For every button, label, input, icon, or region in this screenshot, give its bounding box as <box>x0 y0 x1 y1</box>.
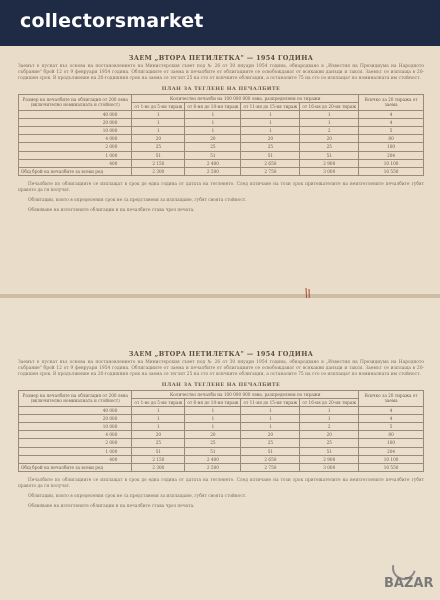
table-row <box>19 118 424 126</box>
table-cell: 1 <box>132 406 185 414</box>
table-cell: 80 <box>359 135 424 143</box>
table-cell: 1 <box>241 127 300 135</box>
table-cell: 20 <box>132 135 185 143</box>
table-subhead: от 16-ия до 20-ия тираж <box>300 398 359 406</box>
table-cell: 204 <box>359 151 424 159</box>
table-cell: 4 <box>359 406 424 414</box>
table-cell: 2 000 <box>19 439 132 447</box>
table-head-group: Количество печалби на 100 000 000 лева, разпределени по тиражи <box>132 94 359 102</box>
table-cell: 1 000 <box>19 447 132 455</box>
table-cell: 20 000 <box>19 118 132 126</box>
table-head-size: Размер на печалбите на облигация от 200 лева (включително номиналната и стойност) <box>19 94 132 110</box>
table-total-cell: 2 300 <box>132 464 185 472</box>
table-cell: 1 <box>241 110 300 118</box>
table-cell: 25 <box>132 143 185 151</box>
table-cell: 2 <box>300 127 359 135</box>
table-cell: 40 000 <box>19 406 132 414</box>
table-row <box>19 447 424 455</box>
table-cell: 20 <box>185 431 241 439</box>
table-cell: 1 <box>132 414 185 422</box>
document-title: ЗАЕМ „ВТОРА ПЕТИЛЕТКА" — 1954 ГОДИНА <box>128 54 314 62</box>
table-total-label: Общ брой на печалбите за всеки ред <box>19 464 132 472</box>
table-total-cell: 2 500 <box>185 464 241 472</box>
table-cell: 25 <box>132 439 185 447</box>
table-row <box>19 406 424 414</box>
table-cell: 1 <box>241 118 300 126</box>
table-cell: 2 900 <box>300 455 359 463</box>
table-subhead: от 6-ия до 10-ия тираж <box>185 398 241 406</box>
table-row <box>19 455 424 463</box>
table-cell: 1 <box>132 110 185 118</box>
table-cell: 10 000 <box>19 127 132 135</box>
plan-title: ПЛАН ЗА ТЕГЛЕНЕ НА ПЕЧАЛБИТЕ <box>161 381 281 388</box>
document-intro: Заемът е пуснат въз основа на постановлението на Министерския съвет под № 26 от 30 януари 1954 година, обнародвано в „Известия на Президиума на Народното събрание" брой 12 от 9 февруари 1954 година. Облигациите от заема и печалбите от облигациите се освобождават от всякакви данъци и такси. Заемът се изплаща в 20-годишен срок. В продължение на 20-годишния срок на заема се теглят 25 на сто от всичките облигации, а останалите 75 на сто се изплащат по номиналната им стойност. <box>18 64 424 82</box>
table-total-cell: 2 500 <box>185 168 241 176</box>
watermark-text: BAZAR <box>384 576 434 591</box>
table-cell: 51 <box>185 447 241 455</box>
document-bottom <box>0 298 440 600</box>
table-cell: 1 <box>185 110 241 118</box>
table-row <box>19 151 424 159</box>
table-cell: 4 000 <box>19 431 132 439</box>
note-paragraph: Обявяване на изтеглените облигации и на печалбите става чрез печата. <box>28 208 195 214</box>
prize-table <box>18 94 424 177</box>
table-row <box>19 110 424 118</box>
table-row <box>19 143 424 151</box>
table-row <box>19 439 424 447</box>
table-cell: 25 <box>300 143 359 151</box>
table-cell: 2 150 <box>132 159 185 167</box>
table-subhead: от 1-во до 5-ия тираж <box>132 398 185 406</box>
plan-title: ПЛАН ЗА ТЕГЛЕНЕ НА ПЕЧАЛБИТЕ <box>161 85 281 92</box>
table-cell: 4 <box>359 118 424 126</box>
table-cell: 10 000 <box>19 423 132 431</box>
document-title: ЗАЕМ „ВТОРА ПЕТИЛЕТКА" — 1954 ГОДИНА <box>128 350 314 358</box>
table-cell: 2 900 <box>300 159 359 167</box>
table-total-cell: 10 550 <box>359 464 424 472</box>
table-cell: 1 <box>185 414 241 422</box>
table-row <box>19 414 424 422</box>
table-cell: 25 <box>300 439 359 447</box>
table-total-cell: 3 000 <box>300 168 359 176</box>
table-cell: 1 <box>241 423 300 431</box>
table-cell: 20 <box>241 135 300 143</box>
table-subhead: от 16-ия до 20-ия тираж <box>300 102 359 110</box>
table-cell: 25 <box>185 439 241 447</box>
brand-logo-text: collectorsmarket <box>20 10 204 32</box>
table-head-total: Всичко за 20 тиража от заема <box>359 94 424 110</box>
table-cell: 20 <box>241 431 300 439</box>
table-cell: 80 <box>359 431 424 439</box>
table-cell: 51 <box>185 151 241 159</box>
table-cell: 1 <box>132 118 185 126</box>
note-paragraph: Облигации, които в определения срок не са представени за изплащане, губят своята стойност. <box>28 494 247 500</box>
document-intro: Заемът е пуснат въз основа на постановлението на Министерския съвет под № 26 от 30 януари 1954 година, обнародвано в „Известия на Президиума на Народното събрание" брой 12 от 9 февруари 1954 година. Облигациите от заема и печалбите от облигациите се освобождават от всякакви данъци и такси. Заемът се изплаща в 20-годишен срок. В продължение на 20-годишния срок на заема се теглят 25 на сто от всичките облигации, а останалите 75 на сто се изплащат по номиналната им стойност. <box>18 360 424 378</box>
table-cell: 1 <box>132 127 185 135</box>
table-cell: 2 650 <box>241 455 300 463</box>
table-cell: 400 <box>19 159 132 167</box>
table-row <box>19 135 424 143</box>
table-cell: 20 <box>300 135 359 143</box>
table-cell: 40 000 <box>19 110 132 118</box>
table-cell: 1 <box>241 406 300 414</box>
table-cell: 1 <box>185 127 241 135</box>
table-total-row <box>19 464 424 472</box>
note-paragraph: Печалбите по облигациите се изплащат в срок до една година от датата на тегленето. След изтичане на този срок притежателите на неизтеглените печалбите губят правото да ги получат. <box>18 478 424 490</box>
table-cell: 51 <box>132 447 185 455</box>
table-cell: 25 <box>185 143 241 151</box>
table-cell: 1 <box>300 118 359 126</box>
table-cell: 10 100 <box>359 455 424 463</box>
table-cell: 2 <box>300 423 359 431</box>
table-cell: 1 <box>185 118 241 126</box>
table-total-cell: 2 750 <box>241 168 300 176</box>
table-cell: 5 <box>359 423 424 431</box>
table-cell: 1 000 <box>19 151 132 159</box>
table-total-cell: 10 550 <box>359 168 424 176</box>
table-cell: 1 <box>300 110 359 118</box>
table-cell: 51 <box>241 151 300 159</box>
table-cell: 100 <box>359 143 424 151</box>
document-notes <box>18 478 424 510</box>
table-total-cell: 2 300 <box>132 168 185 176</box>
table-subhead: от 6-ия до 10-ия тираж <box>185 102 241 110</box>
table-cell: 1 <box>300 406 359 414</box>
table-cell: 25 <box>241 143 300 151</box>
table-cell: 20 <box>300 431 359 439</box>
table-cell: 4 000 <box>19 135 132 143</box>
table-row <box>19 159 424 167</box>
table-total-row <box>19 168 424 176</box>
table-cell: 51 <box>300 447 359 455</box>
table-cell: 2 150 <box>132 455 185 463</box>
table-cell: 1 <box>185 423 241 431</box>
table-cell: 10 100 <box>359 159 424 167</box>
table-cell: 400 <box>19 455 132 463</box>
table-cell: 51 <box>241 447 300 455</box>
table-cell: 25 <box>241 439 300 447</box>
table-cell: 20 <box>132 431 185 439</box>
table-cell: 1 <box>132 423 185 431</box>
table-subhead: от 1-во до 5-ия тираж <box>132 102 185 110</box>
table-cell: 2 000 <box>19 143 132 151</box>
table-head-size: Размер на печалбите на облигация от 200 лева (включително номиналната и стойност) <box>19 390 132 406</box>
table-subhead: от 11-ия до 15-ия тираж <box>241 102 300 110</box>
table-cell: 20 000 <box>19 414 132 422</box>
note-paragraph: Печалбите по облигациите се изплащат в срок до една година от датата на тегленето. След изтичане на този срок притежателите на неизтеглените печалбите губят правото да ги получат. <box>18 182 424 194</box>
table-body-bottom <box>19 406 424 472</box>
header-banner <box>0 0 440 46</box>
table-cell: 4 <box>359 110 424 118</box>
document-top <box>0 46 440 294</box>
table-body-top <box>19 110 424 176</box>
table-cell: 1 <box>185 406 241 414</box>
table-total-cell: 3 000 <box>300 464 359 472</box>
table-row <box>19 431 424 439</box>
note-paragraph: Облигации, които в определения срок не са представени за изплащане, губят своята стойност. <box>28 198 247 204</box>
table-subhead: от 11-ия до 15-ия тираж <box>241 398 300 406</box>
table-head-total: Всичко за 20 тиража от заема <box>359 390 424 406</box>
table-row <box>19 423 424 431</box>
table-cell: 2 400 <box>185 455 241 463</box>
document-bottom-sheet <box>18 350 424 514</box>
document-notes <box>18 182 424 214</box>
table-cell: 2 400 <box>185 159 241 167</box>
table-cell: 204 <box>359 447 424 455</box>
table-cell: 51 <box>132 151 185 159</box>
table-total-label: Общ брой на печалбите за всеки ред <box>19 168 132 176</box>
document-top-sheet <box>18 54 424 218</box>
table-cell: 4 <box>359 414 424 422</box>
table-total-cell: 2 750 <box>241 464 300 472</box>
table-head-group: Количество печалби на 100 000 000 лева, разпределени по тиражи <box>132 390 359 398</box>
table-cell: 1 <box>300 414 359 422</box>
table-cell: 2 650 <box>241 159 300 167</box>
note-paragraph: Обявяване на изтеглените облигации и на печалбите става чрез печата. <box>28 504 195 510</box>
table-cell: 51 <box>300 151 359 159</box>
table-cell: 100 <box>359 439 424 447</box>
prize-table <box>18 390 424 473</box>
table-cell: 1 <box>241 414 300 422</box>
table-row <box>19 127 424 135</box>
table-cell: 20 <box>185 135 241 143</box>
table-cell: 5 <box>359 127 424 135</box>
watermark-logo <box>384 554 434 594</box>
